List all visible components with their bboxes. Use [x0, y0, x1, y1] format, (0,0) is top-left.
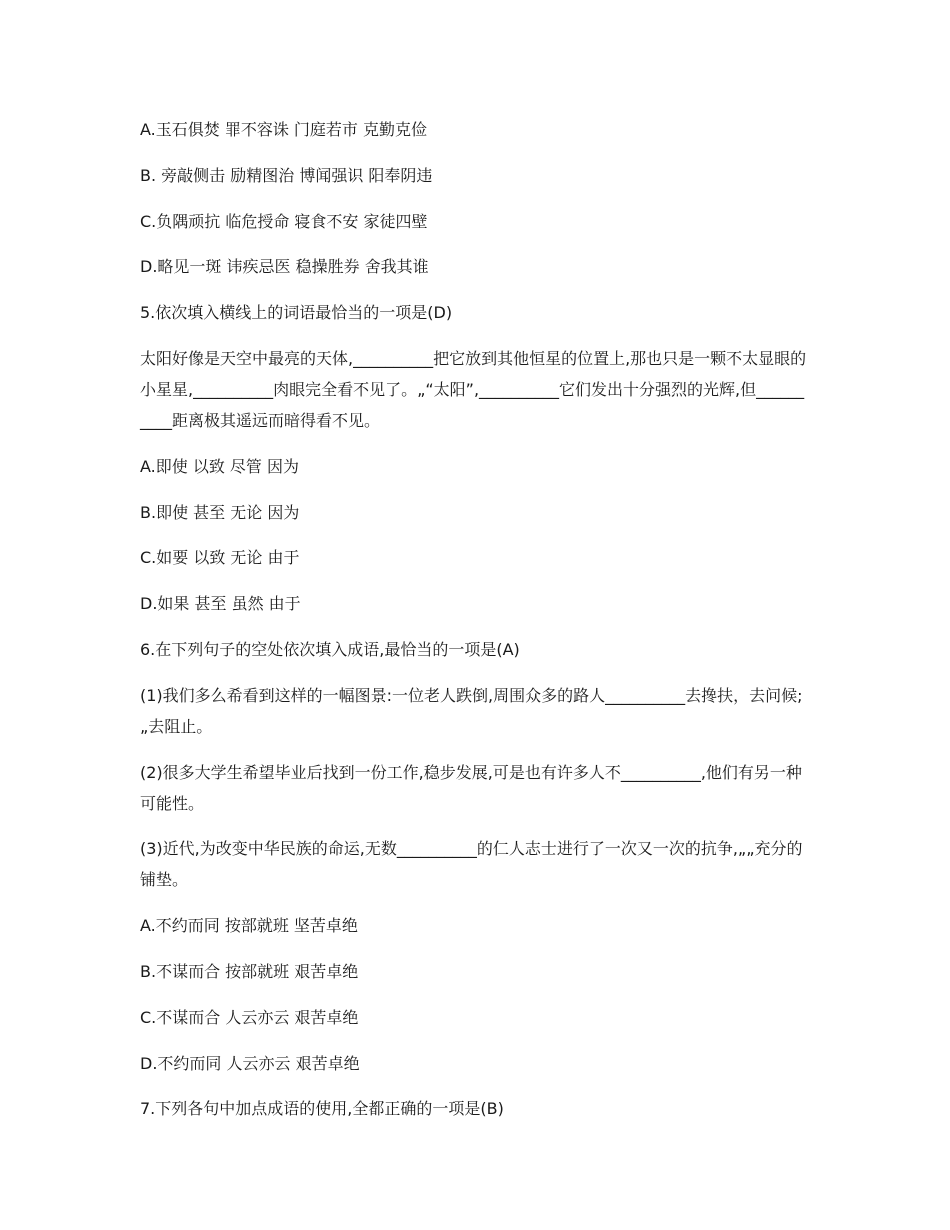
q4-option-b: B. 旁敲侧击 励精图治 博闻强识 阳奉阴违	[140, 165, 433, 185]
q6-option-d: D.不约而同 人云亦云 艰苦卓绝	[140, 1053, 360, 1073]
q6-title: 6.在下列句子的空处依次填入成语,最恰当的一项是(A)	[140, 639, 520, 659]
q6-sentence-3: (3)近代,为改变中华民族的命运,无数__________的仁人志士进行了一次又一次的抗争,„„充分的铺垫。	[140, 839, 803, 890]
q6-option-b: B.不谋而合 按部就班 艰苦卓绝	[140, 961, 359, 981]
q5-option-a: A.即使 以致 尽管 因为	[140, 456, 300, 476]
q6-sentence-1: (1)我们多么希看到这样的一幅图景:一位老人跌倒,周围众多的路人__________去搀扶，去问候;„去阻止。	[140, 685, 803, 736]
q5-title: 5.依次填入横线上的词语最恰当的一项是(D)	[140, 303, 453, 323]
document-body	[140, 114, 810, 1124]
q4-option-a: A.玉石俱焚 罪不容诛 门庭若市 克勤克俭	[140, 120, 428, 139]
q5-option-d: D.如果 甚至 虽然 由于	[140, 594, 301, 614]
q7-title: 7.下列各句中加点成语的使用,全都正确的一项是(B)	[140, 1099, 504, 1119]
q4-option-c: C.负隅顽抗 临危授命 寝食不安 家徒四壁	[140, 211, 428, 231]
q5-passage: 太阳好像是天空中最亮的天体,__________把它放到其他恒星的位置上,那也只是一颗不太显眼的小星星,__________肉眼完全看不见了。„“太阳”,__________它们发出十分强烈的光辉,但__________距离极其遥远而暗得看不见。	[140, 348, 807, 430]
q5-option-b: B.即使 甚至 无论 因为	[140, 502, 300, 522]
q6-sentence-2: (2)很多大学生希望毕业后找到一份工作,稳步发展,可是也有许多人不__________,他们有另一种可能性。	[140, 762, 802, 813]
q6-option-c: C.不谋而合 人云亦云 艰苦卓绝	[140, 1007, 359, 1027]
q5-option-c: C.如要 以致 无论 由于	[140, 548, 300, 568]
q6-option-a: A.不约而同 按部就班 坚苦卓绝	[140, 916, 358, 936]
q4-option-d: D.略见一斑 讳疾忌医 稳操胜券 舍我其谁	[140, 257, 429, 277]
